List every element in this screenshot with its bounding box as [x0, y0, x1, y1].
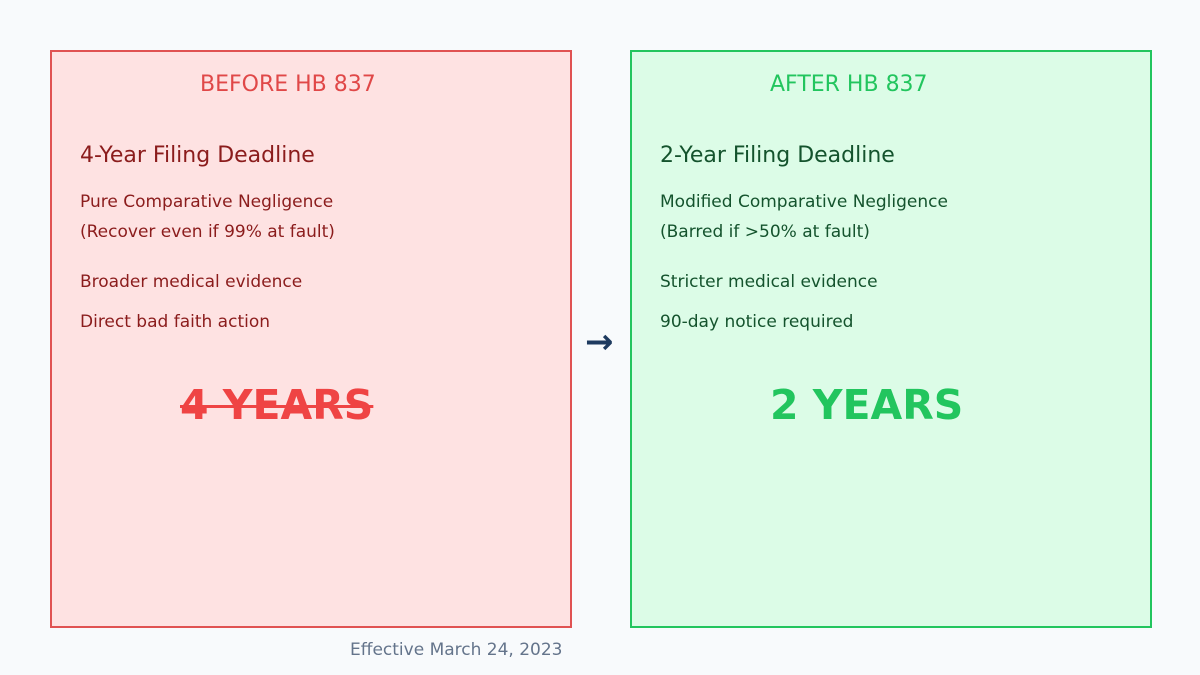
after-heading: 2-Year Filing Deadline: [660, 143, 895, 168]
after-big-label: 2 YEARS: [770, 381, 964, 429]
after-title: AFTER HB 837: [770, 72, 928, 97]
before-big-label: 4 YEARS: [180, 381, 374, 429]
effective-date: Effective March 24, 2023: [350, 640, 563, 660]
before-item: Direct bad faith action: [80, 312, 271, 332]
before-panel: [50, 50, 572, 628]
before-title: BEFORE HB 837: [200, 72, 376, 97]
before-heading: 4-Year Filing Deadline: [80, 143, 315, 168]
after-item: Modified Comparative Negligence: [660, 192, 948, 212]
before-item: Broader medical evidence: [80, 272, 303, 292]
after-panel: [630, 50, 1152, 628]
arrow-right-icon: →: [585, 322, 614, 362]
after-item: 90-day notice required: [660, 312, 854, 332]
after-item: Stricter medical evidence: [660, 272, 878, 292]
before-item: Pure Comparative Negligence: [80, 192, 334, 212]
before-item: (Recover even if 99% at fault): [80, 222, 335, 242]
after-item: (Barred if >50% at fault): [660, 222, 870, 242]
